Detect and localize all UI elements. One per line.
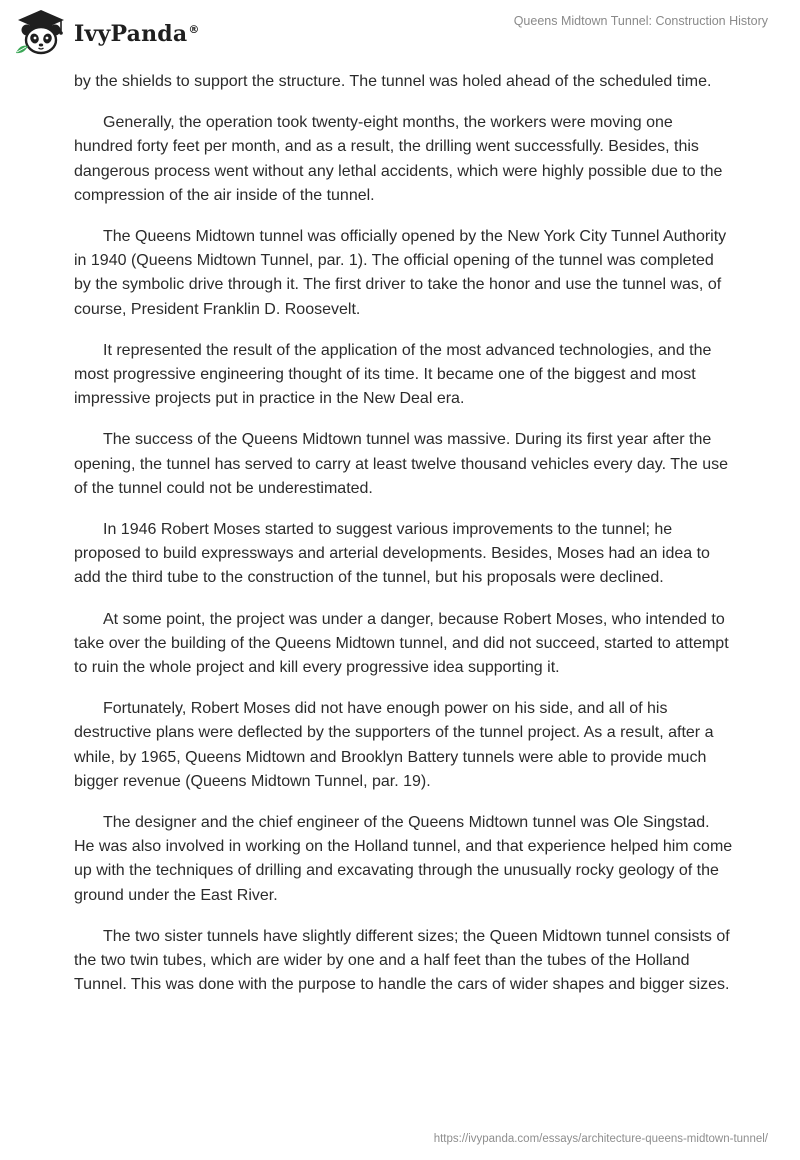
source-url-link[interactable]: https://ivypanda.com/essays/architecture-queens-midtown-tunnel/	[433, 1133, 768, 1145]
paragraph: The designer and the chief engineer of the Queens Midtown tunnel was Ole Singstad. He was also involved in working on the Holland tunnel, and that experience helped him come up with the techniques of drilling and excavating through the unusually rocky geology of the ground under the East River.	[74, 814, 733, 904]
paragraph: In 1946 Robert Moses started to suggest various improvements to the tunnel; he proposed to build expressways and arterial developments. Besides, Moses had an idea to add the third tube to the construction of the tunnel, but his proposals were declined.	[74, 521, 710, 587]
paragraph-continued: by the shields to support the structure. The tunnel was holed ahead of the scheduled time.	[74, 73, 712, 90]
ivypanda-logo[interactable]	[14, 8, 200, 58]
essay-body	[74, 70, 734, 1015]
paragraph: The Queens Midtown tunnel was officially opened by the New York City Tunnel Authority in 1940 (Queens Midtown Tunnel, par. 1). The official opening of the tunnel was completed by the symbolic drive through it. The first driver to take the honor and use the tunnel was, of course, President Franklin D. Roosevelt.	[74, 228, 727, 318]
document-title: Queens Midtown Tunnel: Construction History	[513, 14, 768, 28]
paragraph: The success of the Queens Midtown tunnel was massive. During its first year after the opening, the tunnel has served to carry at least twelve thousand vehicles every day. The use of the tunnel could not be underestimated.	[74, 431, 729, 497]
brand-name: IvyPanda®	[74, 21, 200, 47]
page-header	[0, 0, 800, 64]
paragraph: It represented the result of the application of the most advanced technologies, and the most progressive engineering thought of its time. It became one of the biggest and most impressive projects put in practice in the New Deal era.	[74, 341, 712, 408]
registered-mark: ®	[188, 22, 200, 36]
paragraph: Fortunately, Robert Moses did not have enough power on his side, and all of his destructive plans were deflected by the supporters of the tunnel project. As a result, after a while, by 1965, Queens Midtown and Brooklyn Battery tunnels were able to provide much bigger revenue (Queens Midtown Tunnel, par. 19).	[74, 700, 714, 790]
panda-graduate-icon	[14, 8, 68, 58]
paragraph: The two sister tunnels have slightly different sizes; the Queen Midtown tunnel consists of the two twin tubes, which are wider by one and a half feet than the tubes of the Holland Tunnel. This was done with the purpose to handle the cars of wider shapes and bigger sizes.	[74, 927, 730, 994]
paragraph: Generally, the operation took twenty-eight months, the workers were moving one hundred forty feet per month, and as a result, the drilling went successfully. Besides, this dangerous process went without any lethal accidents, which were highly possible due to the compression of the air inside of the tunnel.	[74, 114, 723, 204]
paragraph: At some point, the project was under a danger, because Robert Moses, who intended to take over the building of the Queens Midtown tunnel, and did not succeed, started to attempt to ruin the whole project and kill every progressive idea supporting it.	[74, 610, 729, 677]
